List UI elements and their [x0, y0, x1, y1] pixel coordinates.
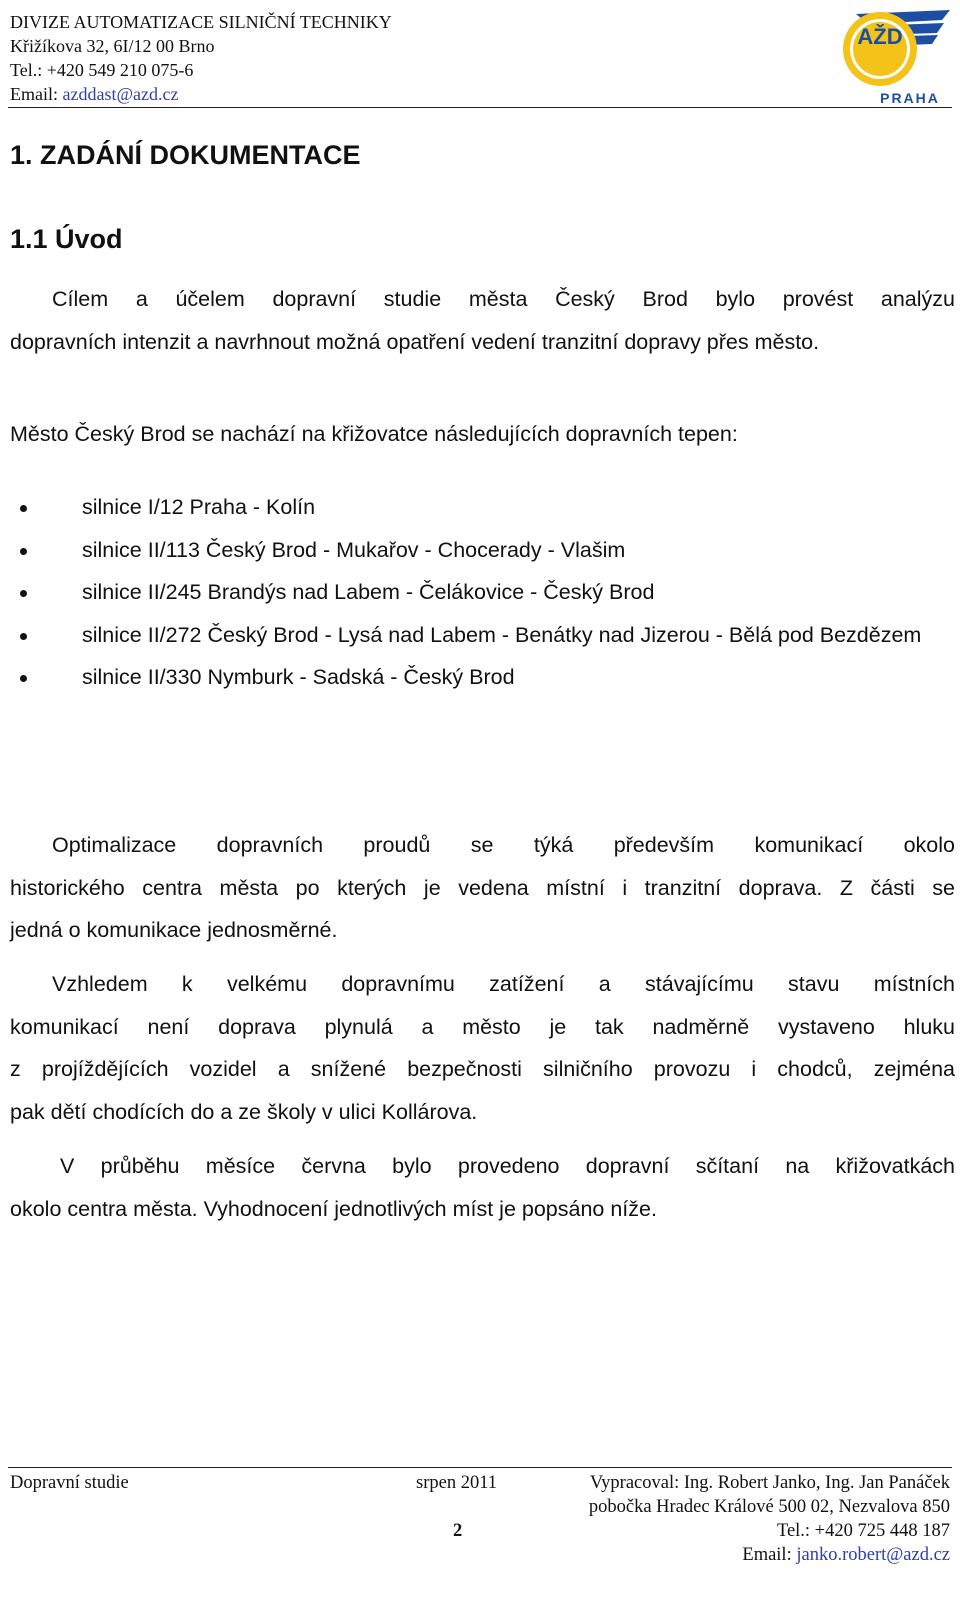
section-heading: 1. ZADÁNÍ DOKUMENTACE [10, 140, 361, 170]
list-item [0, 614, 942, 657]
bullet-icon [20, 590, 27, 597]
intro-line-1: Cílem a účelem dopravní studie města Český Brod bylo provést analýzu [52, 287, 955, 311]
logo-letters: AŽD [857, 24, 903, 49]
traffic-line-3: z projíždějících vozidel a snížené bezpečnosti silničního provozu i chodců, zejména [10, 1057, 955, 1081]
list-item-text: silnice II/330 Nymburk - Sadská - Český Brod [82, 665, 515, 689]
optimization-line-2: historického centra města po kterých je vedena místní i tranzitní doprava. Z části se [10, 875, 955, 900]
list-item [0, 486, 955, 529]
arteries-list [0, 486, 955, 699]
list-item [0, 571, 955, 614]
optimization-line-3: jedná o komunikace jednosměrné. [10, 918, 338, 942]
intro-line-2: dopravních intenzit a navrhnout možná opatření vedení tranzitní dopravy přes město. [10, 329, 820, 354]
footer-email-link[interactable]: janko.robert@azd.cz [796, 1545, 950, 1565]
footer-divider [8, 1467, 952, 1468]
footer-authors: Vypracoval: Ing. Robert Janko, Ing. Jan Panáček [589, 1473, 950, 1493]
intro-paragraph [10, 278, 955, 363]
list-item-text: silnice I/12 Praha - Kolín [82, 495, 316, 519]
traffic-load-paragraph [10, 963, 955, 1133]
footer-title: Dopravní studie [10, 1473, 129, 1493]
page-number: 2 [453, 1521, 463, 1541]
header-email-label: Email: [10, 84, 63, 104]
footer-email-label: Email: [742, 1545, 797, 1565]
subsection-heading: 1.1 Úvod [10, 224, 123, 254]
counting-line-1: V průběhu měsíce června bylo provedeno dopravní sčítaní na křižovatkách [60, 1154, 955, 1178]
counting-line-2: okolo centra města. Vyhodnocení jednotlivých míst je popsáno níže. [10, 1196, 657, 1221]
optimization-line-1: Optimalizace dopravních proudů se týká především komunikací okolo [52, 833, 955, 857]
bullet-icon [20, 675, 27, 682]
logo-city: PRAHA [880, 90, 940, 106]
traffic-line-4: pak dětí chodících do a ze školy v ulici Kollárova. [10, 1099, 478, 1124]
optimization-paragraph [10, 824, 955, 952]
header-address: Křižíkova 32, 6I/12 00 Brno [10, 36, 215, 56]
list-item [0, 656, 955, 699]
azd-logo [838, 4, 956, 108]
footer-branch: pobočka Hradec Králové 500 02, Nezvalova 850 [588, 1497, 950, 1517]
footer-email-line [742, 1543, 950, 1567]
list-item [0, 529, 955, 572]
header-divider [8, 107, 952, 108]
traffic-line-2: komunikací není doprava plynulá a město je tak nadměrně vystaveno hluku [10, 1014, 955, 1039]
bullet-icon [20, 633, 27, 640]
footer-phone: Tel.: +420 725 448 187 [776, 1521, 950, 1541]
list-item-text: silnice II/245 Brandýs nad Labem - Čelákovice - Český Brod [82, 580, 655, 604]
list-item-text: silnice II/113 Český Brod - Mukařov - Chocerady - Vlašim [82, 537, 626, 562]
header-email-line [10, 82, 179, 106]
footer-date: srpen 2011 [416, 1473, 498, 1493]
header-phone: Tel.: +420 549 210 075-6 [10, 60, 194, 80]
bullet-icon [20, 548, 27, 555]
traffic-line-1: Vzhledem k velkému dopravnímu zatížení a stávajícímu stavu místních [52, 972, 955, 996]
list-item-text: silnice II/272 Český Brod - Lysá nad Labem - Benátky nad Jizerou - Bělá pod Bezdězem [82, 622, 922, 647]
counting-paragraph [10, 1145, 955, 1230]
header-email-link[interactable]: azddast@azd.cz [62, 84, 179, 104]
header-org: DIVIZE AUTOMATIZACE SILNIČNÍ TECHNIKY [10, 12, 392, 32]
bullet-icon [20, 505, 27, 512]
arteries-intro: Město Český Brod se nachází na křižovatce následujících dopravních tepen: [10, 422, 738, 446]
